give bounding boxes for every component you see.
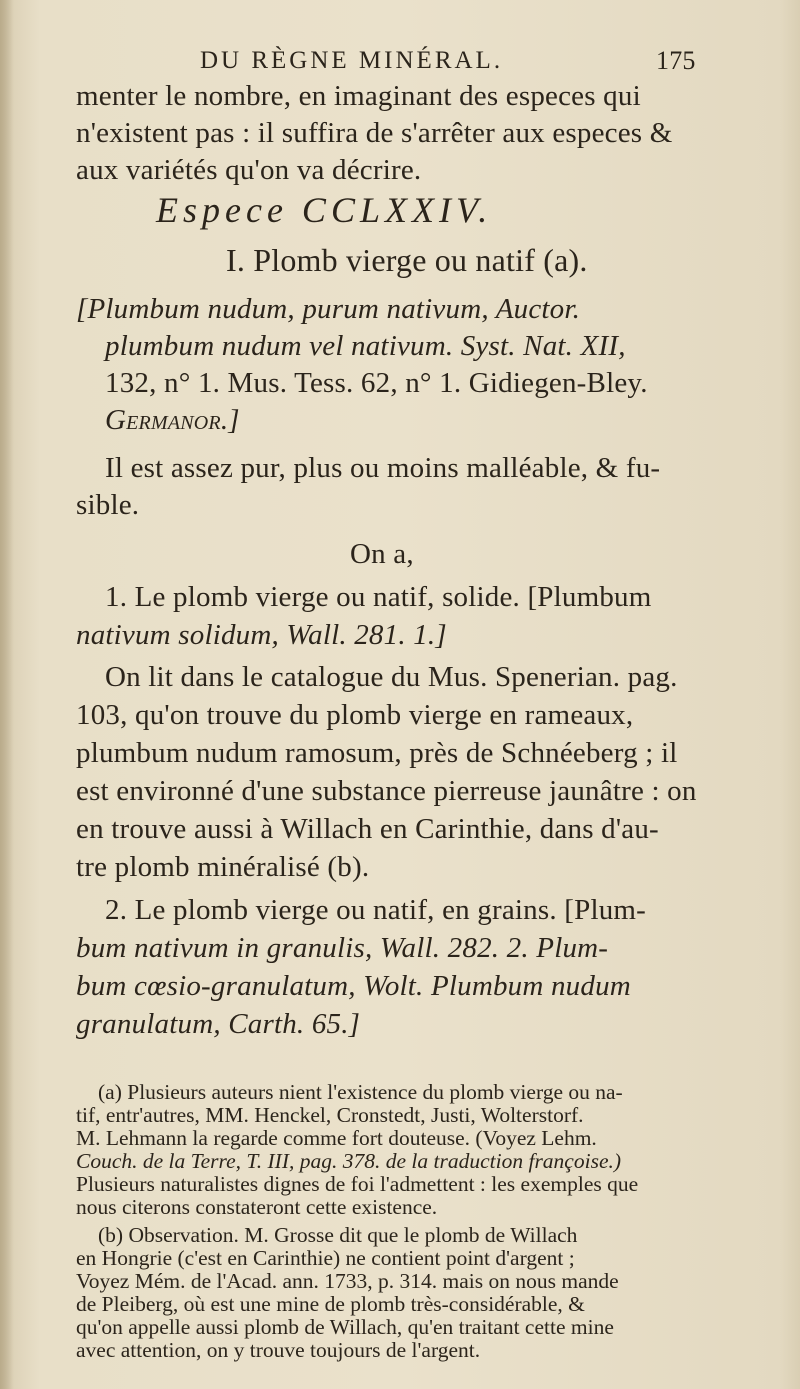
footnote-line: (b) Observation. M. Grosse dit que le plomb de Willach xyxy=(98,1223,578,1247)
species-heading: Espece CCLXXIV. xyxy=(156,190,493,230)
text-line: plumbum nudum ramosum, près de Schnéeberg ; il xyxy=(76,737,678,769)
footnote-line: Voyez Mém. de l'Acad. ann. 1733, p. 314. mais on nous mande xyxy=(76,1269,619,1293)
synonymy-line: 132, n° 1. Mus. Tess. 62, n° 1. Gidiegen-Bley. xyxy=(105,367,648,399)
synonymy-line: Germanor.] xyxy=(105,404,240,436)
text-line: bum cœsio-granulatum, Wolt. Plumbum nudum xyxy=(76,970,631,1002)
footnote-line: tif, entr'autres, MM. Henckel, Cronstedt, Justi, Wolterstorf. xyxy=(76,1103,584,1127)
footnote-line: M. Lehmann la regarde comme fort douteuse. (Voyez Lehm. xyxy=(76,1126,597,1150)
text-line: en trouve aussi à Willach en Carinthie, dans d'au- xyxy=(76,813,659,845)
footnote-line: de Pleiberg, où est une mine de plomb très-considérable, & xyxy=(76,1292,585,1316)
sub-heading: On a, xyxy=(350,538,414,570)
running-head: DU RÈGNE MINÉRAL. xyxy=(200,47,504,74)
page-number: 175 xyxy=(656,46,696,75)
text-line: 2. Le plomb vierge ou natif, en grains. [Plum- xyxy=(105,894,647,926)
text-line: n'existent pas : il suffira de s'arrêter aux especes & xyxy=(76,117,673,149)
footnote-line: avec attention, on y trouve toujours de l'argent. xyxy=(76,1338,481,1362)
footnote-line: Plusieurs naturalistes dignes de foi l'admettent : les exemples que xyxy=(76,1172,639,1196)
text-line: 1. Le plomb vierge ou natif, solide. [Plumbum xyxy=(105,581,652,613)
footnote-line: nous citerons constateront cette existence. xyxy=(76,1195,438,1219)
text-line: Il est assez pur, plus ou moins malléable, & fu- xyxy=(105,452,661,484)
text-line: menter le nombre, en imaginant des especes qui xyxy=(76,80,641,112)
text-line: 103, qu'on trouve du plomb vierge en rameaux, xyxy=(76,699,634,731)
section-title: I. Plomb vierge ou natif (a). xyxy=(226,242,588,278)
footnote-line: (a) Plusieurs auteurs nient l'existence du plomb vierge ou na- xyxy=(98,1080,623,1104)
synonymy-line: [Plumbum nudum, purum nativum, Auctor. xyxy=(76,293,581,325)
footnote-line: Couch. de la Terre, T. III, pag. 378. de la traduction françoise.) xyxy=(76,1149,622,1173)
text-line: aux variétés qu'on va décrire. xyxy=(76,154,422,186)
text-line: sible. xyxy=(76,489,140,521)
text-line: tre plomb minéralisé (b). xyxy=(76,851,370,883)
synonymy-line: plumbum nudum vel nativum. Syst. Nat. XII, xyxy=(105,330,626,362)
text-line: bum nativum in granulis, Wall. 282. 2. Plum- xyxy=(76,932,609,964)
footnote-line: qu'on appelle aussi plomb de Willach, qu'en traitant cette mine xyxy=(76,1315,614,1339)
text-line: est environné d'une substance pierreuse jaunâtre : on xyxy=(76,775,697,807)
text-line: nativum solidum, Wall. 281. 1.] xyxy=(76,619,447,651)
text-line: On lit dans le catalogue du Mus. Spenerian. pag. xyxy=(105,661,678,693)
footnote-line: en Hongrie (c'est en Carinthie) ne contient point d'argent ; xyxy=(76,1246,575,1270)
text-line: granulatum, Carth. 65.] xyxy=(76,1008,361,1040)
